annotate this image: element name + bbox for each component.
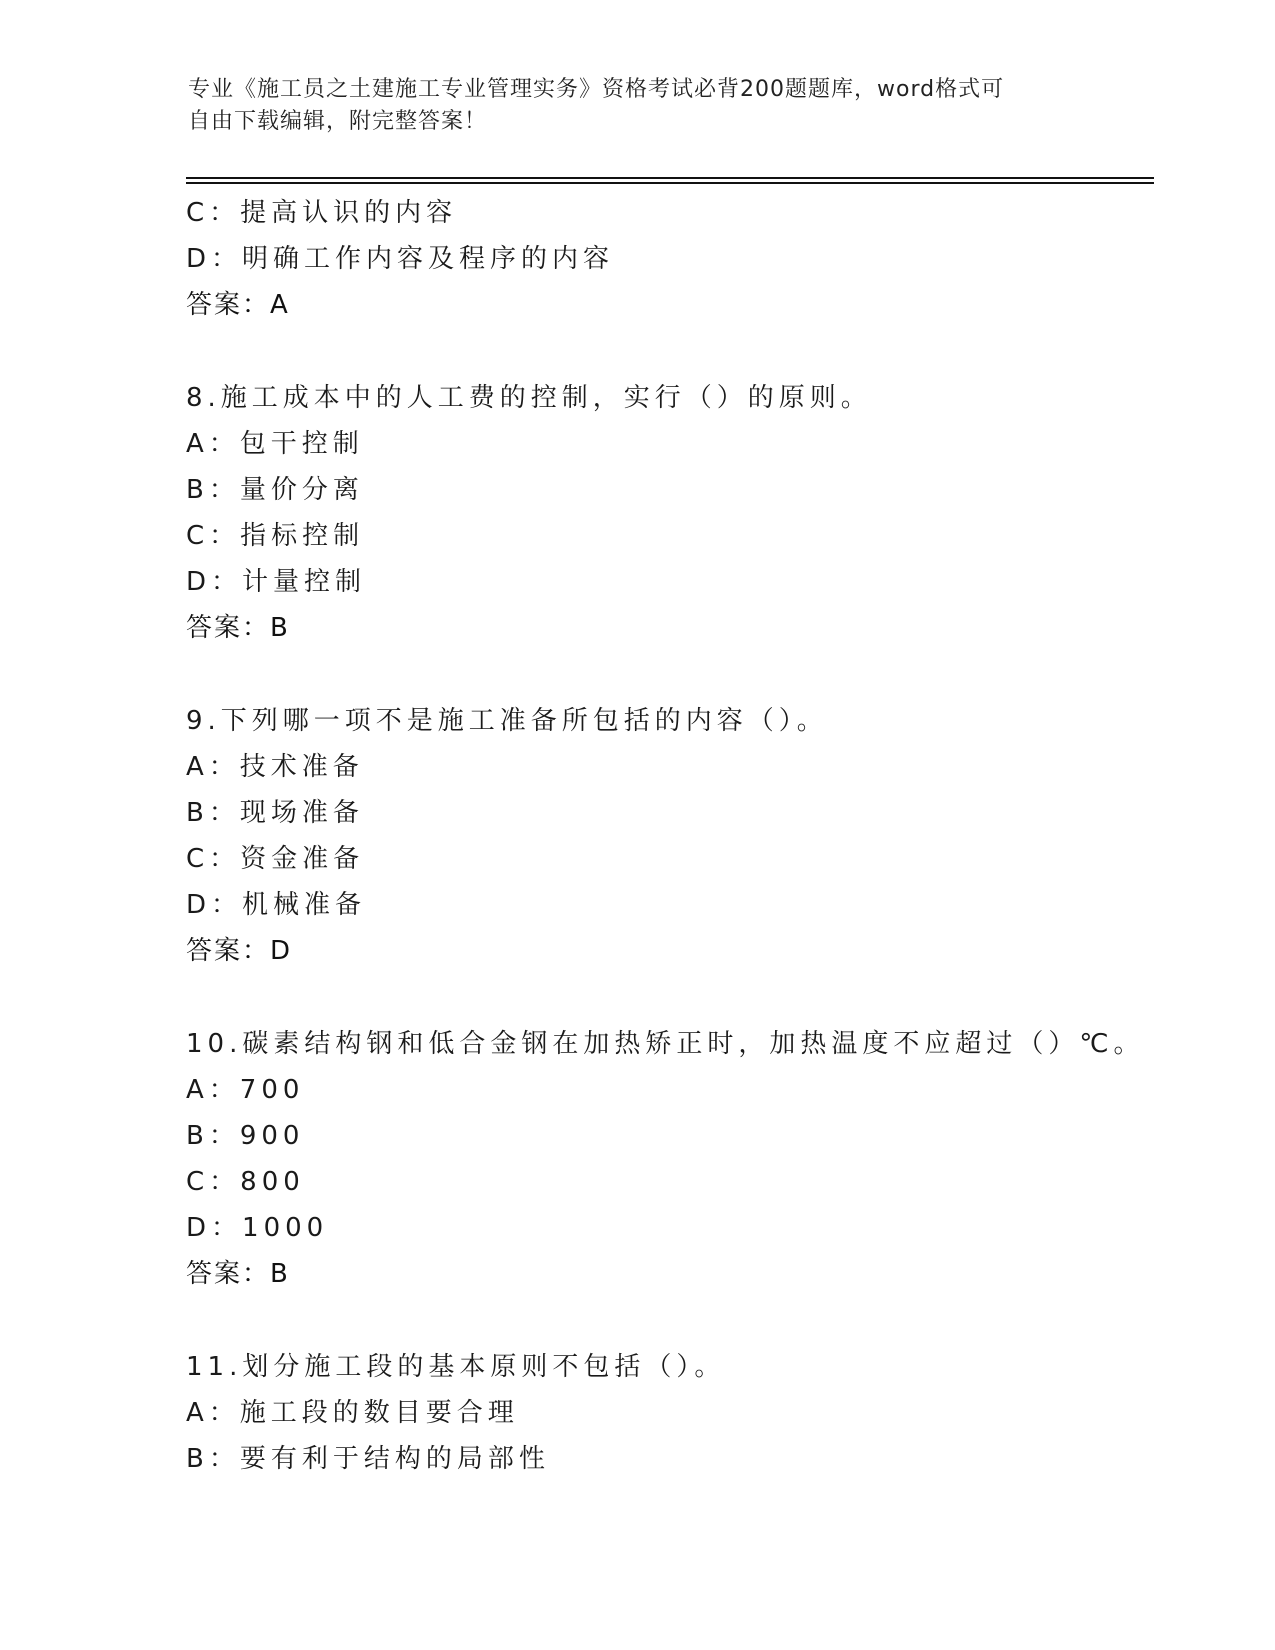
question-stem: 8.施工成本中的人工费的控制，实行（）的原则。 bbox=[186, 383, 872, 413]
question-stem: 10.碳素结构钢和低合金钢在加热矫正时，加热温度不应超过（）℃。 bbox=[186, 1029, 1145, 1059]
option-b: B：量价分离 bbox=[186, 475, 364, 505]
option-a: A：技术准备 bbox=[186, 752, 364, 782]
answer-line: 答案：A bbox=[186, 290, 290, 320]
document-header bbox=[188, 74, 1088, 138]
option-c: C：指标控制 bbox=[186, 521, 365, 551]
question-block-9 bbox=[186, 698, 1146, 974]
spacer bbox=[186, 328, 1146, 375]
option-b: B：要有利于结构的局部性 bbox=[186, 1444, 550, 1474]
header-divider-top bbox=[186, 177, 1154, 179]
question-block-8 bbox=[186, 375, 1146, 651]
question-block-7 bbox=[186, 190, 1146, 328]
option-d: D：1000 bbox=[186, 1213, 329, 1243]
question-stem: 11.划分施工段的基本原则不包括（）。 bbox=[186, 1352, 726, 1382]
option-a: A：700 bbox=[186, 1075, 305, 1105]
question-stem: 9.下列哪一项不是施工准备所包括的内容（）。 bbox=[186, 706, 828, 736]
option-d: D：明确工作内容及程序的内容 bbox=[186, 244, 615, 274]
answer-line: 答案：D bbox=[186, 936, 293, 966]
option-c: C：资金准备 bbox=[186, 844, 365, 874]
option-d: D：机械准备 bbox=[186, 890, 367, 920]
spacer bbox=[186, 1297, 1146, 1344]
option-b: B：900 bbox=[186, 1121, 305, 1151]
header-divider-bottom bbox=[186, 182, 1154, 184]
option-b: B：现场准备 bbox=[186, 798, 364, 828]
header-line-2: 自由下载编辑，附完整答案！ bbox=[188, 109, 488, 134]
question-list bbox=[186, 190, 1146, 1482]
option-a: A：包干控制 bbox=[186, 429, 364, 459]
answer-line: 答案：B bbox=[186, 1259, 290, 1289]
question-block-10 bbox=[186, 1021, 1146, 1297]
spacer bbox=[186, 974, 1146, 1021]
question-block-11 bbox=[186, 1344, 1146, 1482]
option-c: C：提高认识的内容 bbox=[186, 198, 458, 228]
answer-line: 答案：B bbox=[186, 613, 290, 643]
option-c: C：800 bbox=[186, 1167, 305, 1197]
option-a: A：施工段的数目要合理 bbox=[186, 1398, 519, 1428]
option-d: D：计量控制 bbox=[186, 567, 367, 597]
spacer bbox=[186, 651, 1146, 698]
header-line-1: 专业《施工员之土建施工专业管理实务》资格考试必背200题题库，word格式可 bbox=[188, 77, 1005, 102]
